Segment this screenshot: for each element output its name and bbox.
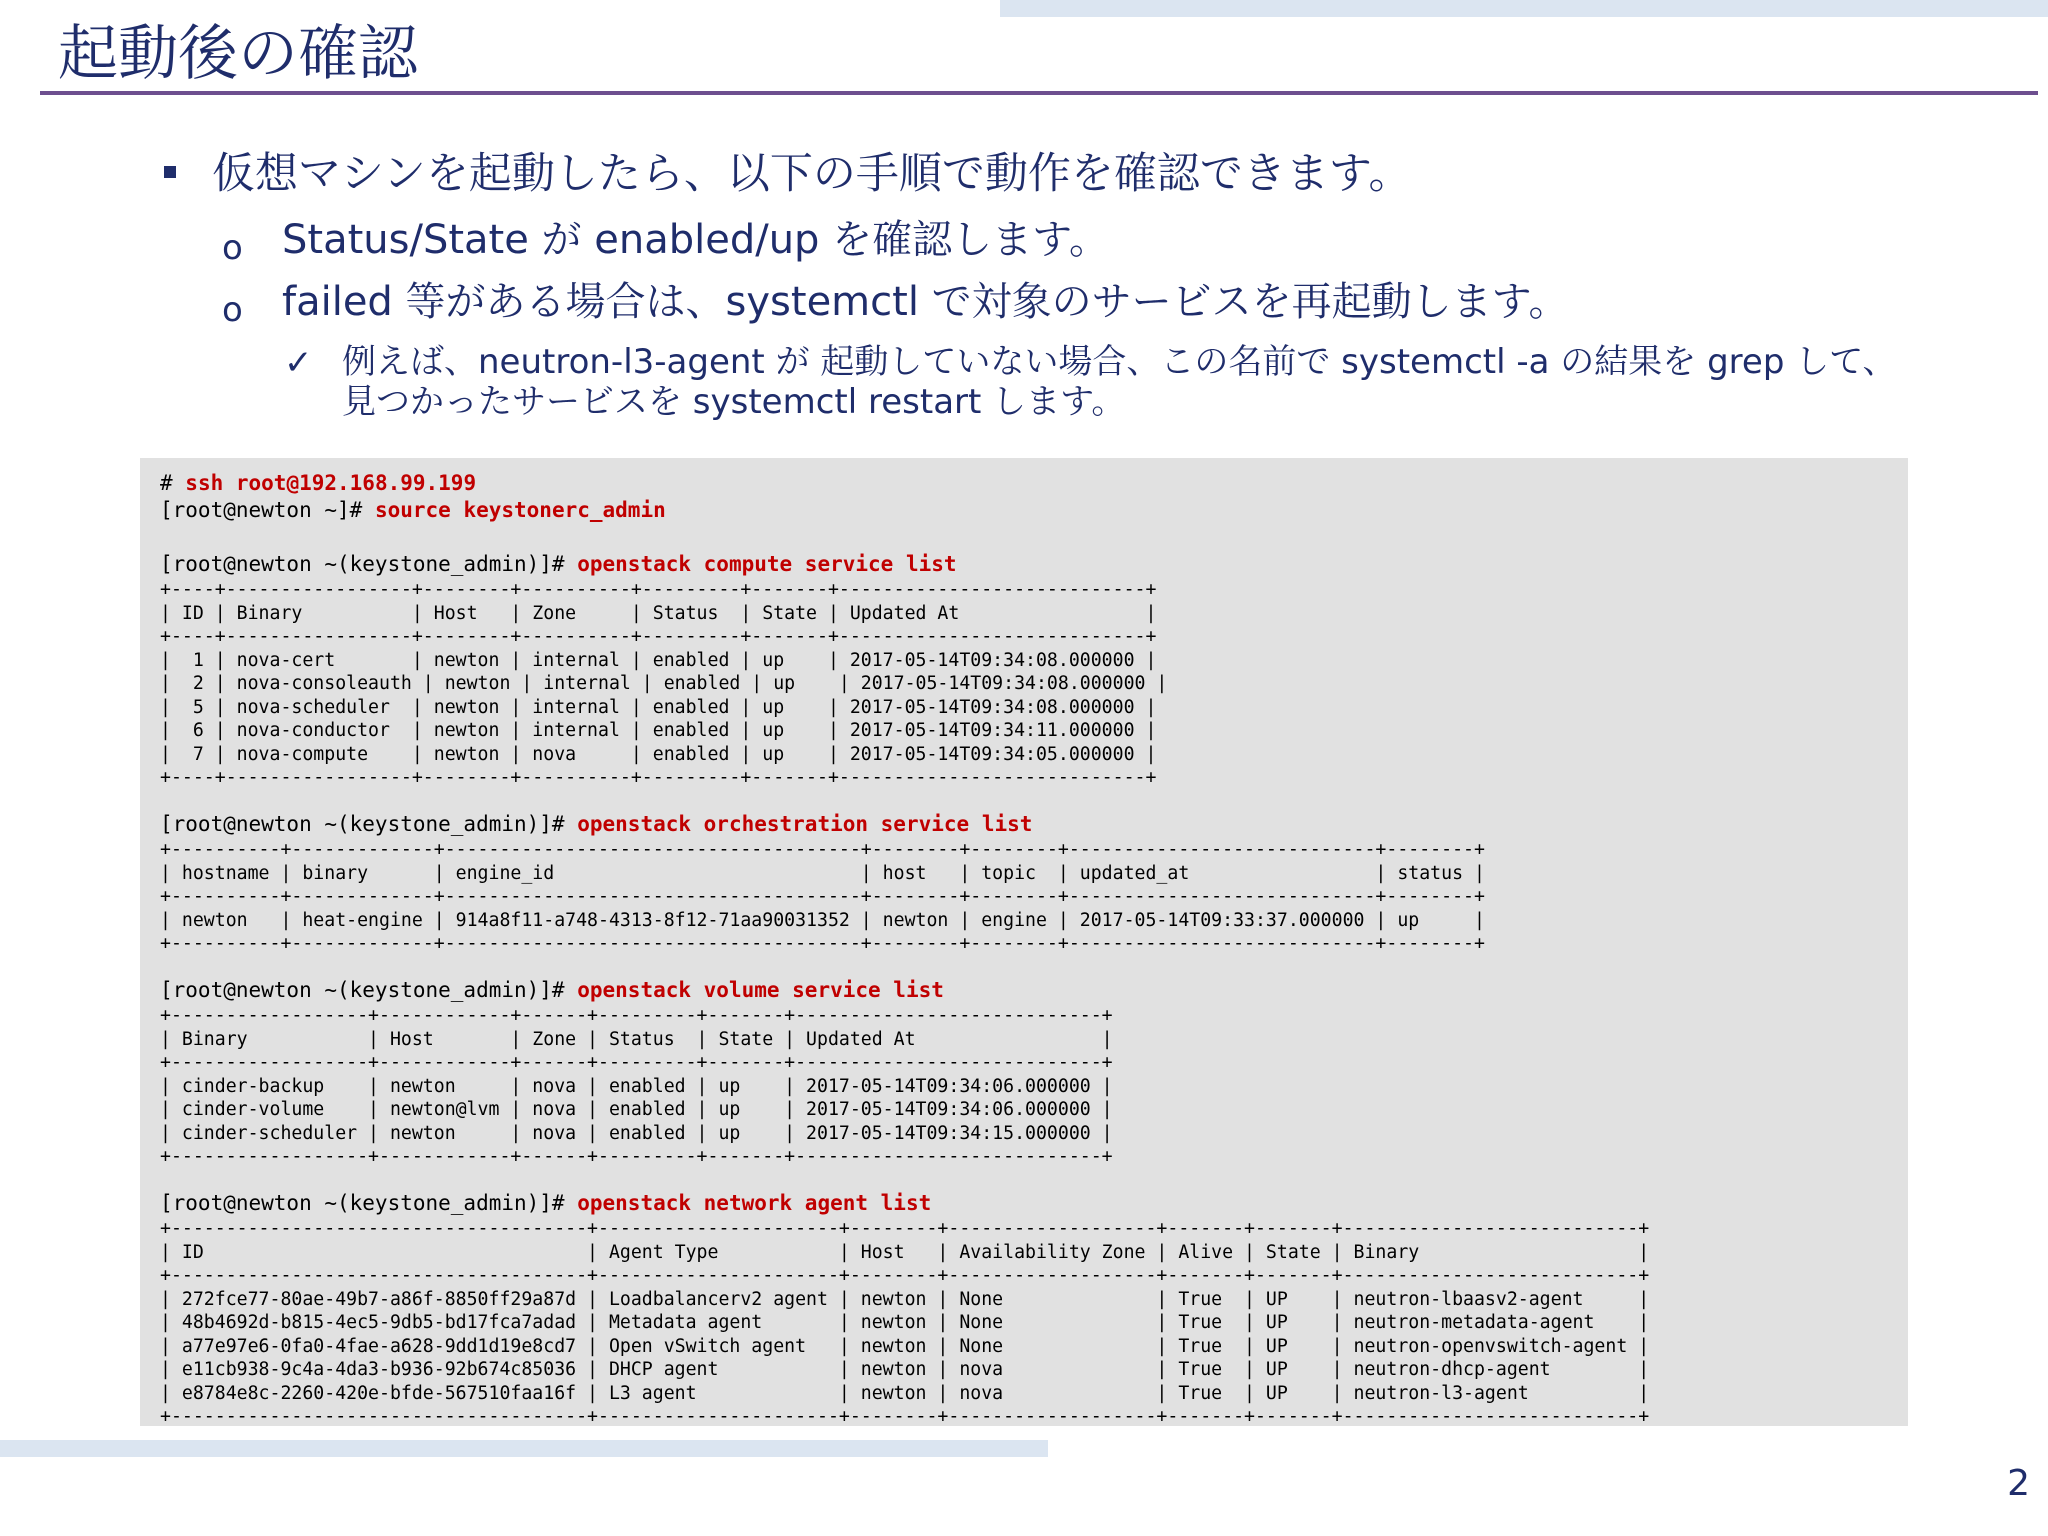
network-table-row: | ID | Agent Type | Host | Availability Zone | Alive | State | Binary | [160,1241,1650,1263]
note-line-2: 見つかったサービスを systemctl restart します。 [342,382,1126,422]
title-underline [40,91,2038,95]
command-text: openstack volume service list [577,978,944,1002]
circle-bullet-icon: o [222,290,243,330]
volume-table-row: | cinder-scheduler | newton | nova | enabled | up | 2017-05-14T09:34:15.000000 | [160,1122,1113,1144]
prompt-text: [root@newton ~(keystone_admin)]# [160,812,578,836]
orchestration-table-row: +----------+-------------+--------------------------------------+--------+--------+----------------------------+--------+ [160,886,1485,907]
network-table-row: | e8784e8c-2260-420e-bfde-567510faa16f | L3 agent | newton | nova | True | UP | neutron-l3-agent | [160,1382,1650,1404]
network-table-row: | e11cb938-9c4a-4da3-b936-92b674c85036 | DHCP agent | newton | nova | True | UP | neutron-dhcp-agent | [160,1359,1650,1380]
command-text: openstack network agent list [577,1191,932,1215]
volume-table-row: +------------------+------------+------+---------+-------+----------------------------+ [160,1146,1113,1167]
network-table-row: +--------------------------------------+----------------------+--------+-------------------+-------+-------+---------------------------+ [160,1265,1650,1286]
prompt-text: [root@newton ~]# [160,498,375,522]
orchestration-table-row: | newton | heat-engine | 914a8f11-a748-4313-8f12-71aa90031352 | newton | engine | 2017-05-14T09:33:37.000000 | up | [160,909,1485,931]
compute-table-row: | 6 | nova-conductor | newton | internal | enabled | up | 2017-05-14T09:34:11.000000 | [160,720,1157,741]
orchestration-table-row: +----------+-------------+--------------------------------------+--------+--------+----------------------------+--------+ [160,839,1485,860]
compute-table-row: | 1 | nova-cert | newton | internal | enabled | up | 2017-05-14T09:34:08.000000 | [160,649,1157,671]
volume-table-row: | cinder-volume | newton@lvm | nova | enabled | up | 2017-05-14T09:34:06.000000 | [160,1099,1113,1120]
terminal-output-panel [140,458,1908,1426]
prompt-text: # [160,471,186,495]
network-table-row: | a77e97e6-0fa0-4fae-a628-9dd1d19e8cd7 | Open vSwitch agent | newton | None | True | UP | neutron-openvswitch-agent | [160,1335,1650,1357]
volume-table-row: +------------------+------------+------+---------+-------+----------------------------+ [160,1005,1113,1026]
network-table-row: | 272fce77-80ae-49b7-a86f-8850ff29a87d | Loadbalancerv2 agent | newton | None | True | UP | neutron-lbaasv2-agent | [160,1288,1650,1310]
volume-command-line [160,977,944,1004]
ssh-command-line [160,470,476,497]
page-number: 2 [2007,1463,2030,1504]
command-text: openstack orchestration service list [577,812,1033,836]
prompt-text: [root@newton ~(keystone_admin)]# [160,552,578,576]
check-bullet-icon: ✓ [284,343,313,383]
orchestration-command-line [160,811,1032,838]
volume-table-row: | Binary | Host | Zone | Status | State | Updated At | [160,1028,1113,1050]
top-accent-band [1000,0,2048,17]
bottom-accent-band [0,1440,1048,1457]
compute-table-row: +----+-----------------+--------+----------+---------+-------+----------------------------+ [160,579,1157,600]
network-table-row: | 48b4692d-b815-4ec5-9db5-bd17fca7adad | Metadata agent | newton | None | True | UP | neutron-metadata-agent | [160,1312,1650,1333]
command-text: source keystonerc_admin [374,498,666,522]
bullet-level1: 仮想マシンを起動したら、以下の手順で動作を確認できます。 [212,149,1412,199]
circle-bullet-icon: o [222,228,243,268]
compute-table-row: +----+-----------------+--------+----------+---------+-------+----------------------------+ [160,767,1157,788]
network-table-row: +--------------------------------------+----------------------+--------+-------------------+-------+-------+---------------------------+ [160,1406,1650,1427]
compute-table-row: | ID | Binary | Host | Zone | Status | State | Updated At | [160,602,1157,624]
bullet-sub2: failed 等がある場合は、systemctl で対象のサービスを再起動します。 [282,279,1569,325]
command-text: openstack compute service list [577,552,957,576]
note-line-1: 例えば、neutron-l3-agent が 起動していない場合、この名前で systemctl -a の結果を grep して、 [342,342,1897,382]
compute-table-row: +----+-----------------+--------+----------+---------+-------+----------------------------+ [160,626,1157,647]
compute-command-line [160,551,957,578]
source-command-line [160,497,666,524]
compute-table-row: | 5 | nova-scheduler | newton | internal | enabled | up | 2017-05-14T09:34:08.000000 | [160,696,1157,718]
network-command-line [160,1190,931,1217]
compute-table-row: | 7 | nova-compute | newton | nova | enabled | up | 2017-05-14T09:34:05.000000 | [160,743,1157,765]
bullet-sub1: Status/State が enabled/up を確認します。 [282,217,1109,263]
compute-table-row: | 2 | nova-consoleauth | newton | internal | enabled | up | 2017-05-14T09:34:08.000000 | [160,673,1168,694]
slide-title: 起動後の確認 [58,19,418,89]
prompt-text: [root@newton ~(keystone_admin)]# [160,1191,578,1215]
prompt-text: [root@newton ~(keystone_admin)]# [160,978,578,1002]
orchestration-table-row: | hostname | binary | engine_id | host | topic | updated_at | status | [160,862,1485,884]
square-bullet-icon [164,166,176,178]
orchestration-table-row: +----------+-------------+--------------------------------------+--------+--------+----------------------------+--------+ [160,933,1485,954]
command-text: ssh root@192.168.99.199 [185,471,477,495]
volume-table-row: +------------------+------------+------+---------+-------+----------------------------+ [160,1052,1113,1073]
volume-table-row: | cinder-backup | newton | nova | enabled | up | 2017-05-14T09:34:06.000000 | [160,1075,1113,1097]
network-table-row: +--------------------------------------+----------------------+--------+-------------------+-------+-------+---------------------------+ [160,1218,1650,1239]
